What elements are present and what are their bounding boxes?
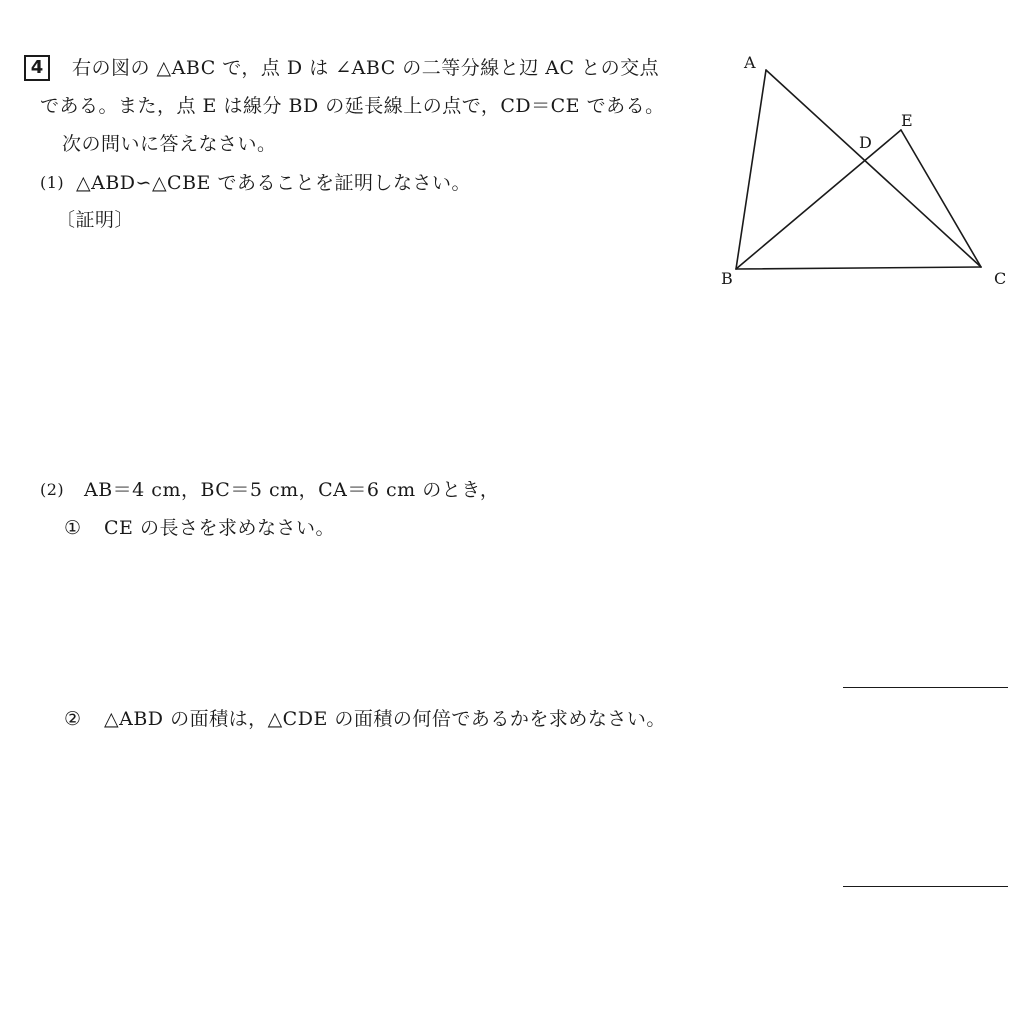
point-label-d: D (859, 133, 872, 152)
segment-ac (766, 70, 981, 267)
point-label-a: A (744, 53, 756, 72)
problem-intro-line-2: である。また，点 E は線分 BD の延長線上の点で，CD＝CE である。 (40, 95, 665, 117)
answer-line-2[interactable] (843, 886, 1008, 887)
part1-label: (1) (40, 173, 65, 192)
problem-intro-line-3: 次の問いに答えなさい。 (62, 133, 277, 155)
point-label-c: C (994, 269, 1007, 288)
point-label-e: E (901, 111, 913, 130)
problem-intro-line-1: 右の図の △ABC で，点 D は ∠ABC の二等分線と辺 AC との交点 (72, 57, 660, 79)
question-2-text: △ABD の面積は，△CDE の面積の何倍であるかを求めなさい。 (104, 708, 666, 730)
segment-bc (736, 267, 981, 269)
problem-number: 4 (24, 55, 50, 81)
part1-question: △ABD∽△CBE であることを証明しなさい。 (76, 172, 471, 194)
triangle-figure (700, 40, 1020, 300)
part2-label: (2) (40, 480, 65, 499)
segment-ec (901, 130, 981, 267)
proof-label: 〔証明〕 (56, 209, 135, 231)
question-1-marker: ① (64, 517, 82, 539)
point-label-b: B (721, 269, 733, 288)
segment-ab (736, 70, 766, 269)
question-1-text: CE の長さを求めなさい。 (104, 517, 335, 539)
answer-line-1[interactable] (843, 687, 1008, 688)
segment-be (736, 130, 901, 269)
question-2-marker: ② (64, 708, 82, 730)
part2-given: AB＝4 cm，BC＝5 cm，CA＝6 cm のとき， (84, 479, 500, 501)
